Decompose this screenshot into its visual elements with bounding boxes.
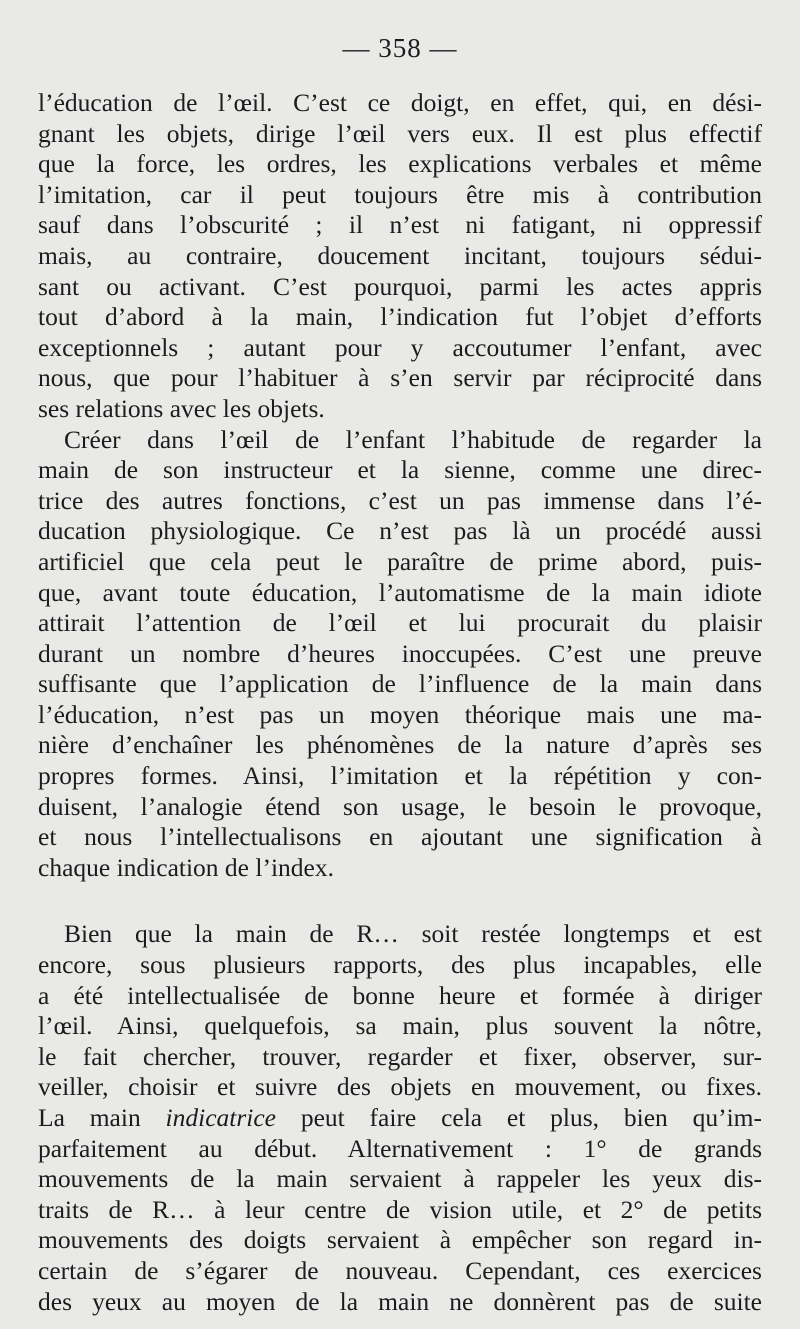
text-line: La main indicatrice peut faire cela et plus, bien qu’im- — [38, 1103, 762, 1132]
text-line: gnant les objets, dirige l’œil vers eux. Il est plus effectif — [38, 118, 762, 148]
text-line: artificiel que cela peut le paraître de prime abord, puis- — [38, 546, 762, 576]
paragraph-2 — [38, 425, 762, 884]
paragraph-3 — [38, 919, 762, 1317]
text-line: parfaitement au début. Alternativement : 1° de grands — [38, 1133, 762, 1163]
text-line: encore, sous plusieurs rapports, des plus incapables, elle — [38, 950, 762, 980]
text-line: propres formes. Ainsi, l’imitation et la répétition y con- — [38, 761, 762, 791]
text-line: que la force, les ordres, les explications verbales et même — [38, 149, 762, 179]
text-line: nous, que pour l’habituer à s’en servir par réciprocité dans — [38, 363, 762, 393]
text-line: ducation physiologique. Ce n’est pas là un procédé aussi — [38, 516, 762, 546]
text-line: mouvements de la main servaient à rappeler les yeux dis- — [38, 1164, 762, 1194]
paragraph-1 — [38, 88, 762, 425]
text-line: Bien que la main de R… soit restée longtemps et est — [64, 919, 762, 949]
text-line: ses relations avec les objets. — [38, 393, 325, 423]
text-line: Créer dans l’œil de l’enfant l’habitude de regarder la — [64, 424, 762, 454]
text-line: que, avant toute éducation, l’automatisme de la main idiote — [38, 577, 762, 607]
text-line: sauf dans l’obscurité ; il n’est ni fatigant, ni oppressif — [38, 210, 762, 240]
text-line: le fait chercher, trouver, regarder et fixer, observer, sur- — [38, 1041, 762, 1071]
text-line: sant ou activant. C’est pourquoi, parmi les actes appris — [38, 271, 762, 301]
text-line: et nous l’intellectualisons en ajoutant une signification à — [38, 822, 762, 852]
text-line: attirait l’attention de l’œil et lui procurait du plaisir — [38, 608, 762, 638]
text-line: main de son instructeur et la sienne, comme une direc- — [38, 455, 762, 485]
text-line: veiller, choisir et suivre des objets en mouvement, ou fixes. — [38, 1072, 762, 1102]
text-line: l’imitation, car il peut toujours être mis à contribution — [38, 179, 762, 209]
text-line: mouvements des doigts servaient à empêcher son regard in- — [38, 1225, 762, 1255]
text-line: l’éducation, n’est pas un moyen théorique mais une ma- — [38, 699, 762, 729]
text-line: l’éducation de l’œil. C’est ce doigt, en effet, qui, en dési- — [38, 88, 762, 117]
text-line: des yeux au moyen de la main ne donnèrent pas de suite — [38, 1286, 762, 1316]
text-line: tout d’abord à la main, l’indication fut l’objet d’efforts — [38, 302, 762, 332]
text-line: trice des autres fonctions, c’est un pas immense dans l’é- — [38, 485, 762, 515]
page-number: — 358 — — [342, 33, 458, 63]
italic-word: indicatrice — [165, 1103, 276, 1132]
text-line: durant un nombre d’heures inoccupées. C’est une preuve — [38, 638, 762, 668]
paragraph-spacer — [38, 883, 762, 919]
text-line: nière d’enchaîner les phénomènes de la nature d’après ses — [38, 730, 762, 760]
text-line: suffisante que l’application de l’influence de la main dans — [38, 669, 762, 699]
text-line: l’œil. Ainsi, quelquefois, sa main, plus souvent la nôtre, — [38, 1011, 762, 1041]
text-line: mais, au contraire, doucement incitant, toujours sédui- — [38, 240, 762, 270]
text-line: chaque indication de l’index. — [38, 852, 334, 882]
text-line: certain de s’égarer de nouveau. Cependant, ces exercices — [38, 1255, 762, 1285]
text-line: duisent, l’analogie étend son usage, le besoin le provoque, — [38, 791, 762, 821]
text-line: traits de R… à leur centre de vision utile, et 2° de petits — [38, 1194, 762, 1224]
text-line: a été intellectualisée de bonne heure et formée à diriger — [38, 980, 762, 1010]
text-line: exceptionnels ; autant pour y accoutumer l’enfant, avec — [38, 332, 762, 362]
